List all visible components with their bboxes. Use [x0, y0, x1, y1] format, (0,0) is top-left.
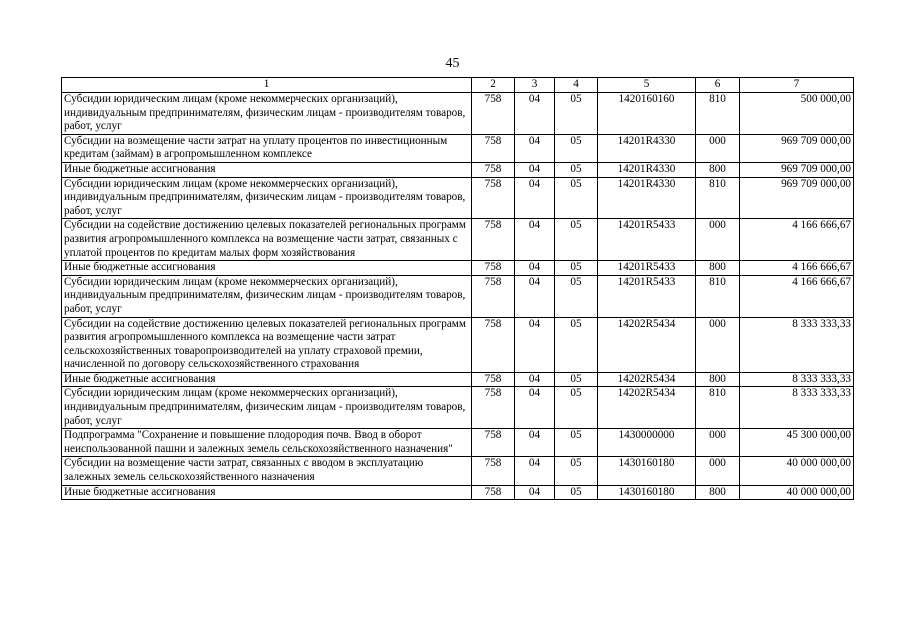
- row-subsection: 05: [555, 93, 598, 135]
- row-target-article: 1430000000: [598, 429, 696, 457]
- header-col-3: 3: [515, 78, 555, 93]
- row-amount: 8 333 333,33: [740, 317, 854, 372]
- row-name: Субсидии на возмещение части затрат, связанных с вводом в эксплуатацию залежных земель сельскохозяйственного назначения: [62, 457, 472, 485]
- row-subsection: 05: [555, 317, 598, 372]
- row-amount: 8 333 333,33: [740, 372, 854, 387]
- row-name: Субсидии юридическим лицам (кроме некоммерческих организаций), индивидуальным предпринимателям, физическим лицам - производителям товаров, работ, услуг: [62, 387, 472, 429]
- row-amount: 40 000 000,00: [740, 485, 854, 500]
- table-row: [62, 134, 854, 162]
- row-target-article: 1420160160: [598, 93, 696, 135]
- table-body: [62, 93, 854, 500]
- row-expense-type: 810: [696, 93, 740, 135]
- table-row: [62, 429, 854, 457]
- row-admin-code: 758: [472, 387, 515, 429]
- header-col-7: 7: [740, 78, 854, 93]
- row-expense-type: 000: [696, 134, 740, 162]
- table-row: [62, 275, 854, 317]
- header-col-4: 4: [555, 78, 598, 93]
- row-expense-type: 810: [696, 387, 740, 429]
- row-name: Субсидии на содействие достижению целевых показателей региональных программ развития агропромышленного комплекса на возмещение части затрат сельскохозяйственных товаропроизводителей на уплату страховой премии, начисленной по договору сельскохозяйственного страхования: [62, 317, 472, 372]
- header-row: [62, 78, 854, 93]
- row-expense-type: 000: [696, 317, 740, 372]
- row-amount: 4 166 666,67: [740, 261, 854, 276]
- row-amount: 969 709 000,00: [740, 134, 854, 162]
- row-section: 04: [515, 134, 555, 162]
- row-admin-code: 758: [472, 275, 515, 317]
- row-amount: 4 166 666,67: [740, 275, 854, 317]
- header-col-1: 1: [62, 78, 472, 93]
- row-amount: 4 166 666,67: [740, 219, 854, 261]
- row-amount: 969 709 000,00: [740, 162, 854, 177]
- row-admin-code: 758: [472, 177, 515, 219]
- row-target-article: 14201R4330: [598, 134, 696, 162]
- row-target-article: 14202R5434: [598, 387, 696, 429]
- table-row: [62, 177, 854, 219]
- row-subsection: 05: [555, 261, 598, 276]
- row-admin-code: 758: [472, 219, 515, 261]
- row-name: Субсидии на содействие достижению целевых показателей региональных программ развития агропромышленного комплекса на возмещение части затрат, связанных с уплатой процентов по кредитам малых форм хозяйствования: [62, 219, 472, 261]
- row-name: Иные бюджетные ассигнования: [62, 485, 472, 500]
- row-target-article: 14201R5433: [598, 275, 696, 317]
- row-section: 04: [515, 261, 555, 276]
- row-expense-type: 000: [696, 457, 740, 485]
- table-row: [62, 317, 854, 372]
- row-amount: 40 000 000,00: [740, 457, 854, 485]
- row-section: 04: [515, 372, 555, 387]
- table-row: [62, 372, 854, 387]
- row-admin-code: 758: [472, 134, 515, 162]
- row-expense-type: 810: [696, 177, 740, 219]
- row-subsection: 05: [555, 275, 598, 317]
- row-expense-type: 800: [696, 372, 740, 387]
- row-name: Иные бюджетные ассигнования: [62, 162, 472, 177]
- row-target-article: 14201R4330: [598, 162, 696, 177]
- row-amount: 45 300 000,00: [740, 429, 854, 457]
- row-expense-type: 000: [696, 429, 740, 457]
- row-admin-code: 758: [472, 162, 515, 177]
- row-subsection: 05: [555, 457, 598, 485]
- row-target-article: 1430160180: [598, 457, 696, 485]
- row-expense-type: 800: [696, 261, 740, 276]
- table-row: [62, 457, 854, 485]
- row-target-article: 14202R5434: [598, 317, 696, 372]
- row-name: Субсидии на возмещение части затрат на уплату процентов по инвестиционным кредитам (займам) в агропромышленном комплексе: [62, 134, 472, 162]
- row-subsection: 05: [555, 372, 598, 387]
- row-amount: 969 709 000,00: [740, 177, 854, 219]
- row-expense-type: 800: [696, 485, 740, 500]
- row-subsection: 05: [555, 485, 598, 500]
- row-admin-code: 758: [472, 261, 515, 276]
- row-admin-code: 758: [472, 429, 515, 457]
- row-section: 04: [515, 387, 555, 429]
- row-name: Субсидии юридическим лицам (кроме некоммерческих организаций), индивидуальным предпринимателям, физическим лицам - производителям товаров, работ, услуг: [62, 275, 472, 317]
- row-subsection: 05: [555, 387, 598, 429]
- row-target-article: 14201R5433: [598, 219, 696, 261]
- row-admin-code: 758: [472, 485, 515, 500]
- row-section: 04: [515, 429, 555, 457]
- row-subsection: 05: [555, 429, 598, 457]
- row-expense-type: 800: [696, 162, 740, 177]
- table-row: [62, 219, 854, 261]
- row-subsection: 05: [555, 177, 598, 219]
- row-subsection: 05: [555, 219, 598, 261]
- row-admin-code: 758: [472, 457, 515, 485]
- table-row: [62, 93, 854, 135]
- row-name: Подпрограмма "Сохранение и повышение плодородия почв. Ввод в оборот неиспользованной пашни и залежных земель сельскохозяйственного назначения": [62, 429, 472, 457]
- header-col-2: 2: [472, 78, 515, 93]
- table-row: [62, 162, 854, 177]
- row-target-article: 14201R4330: [598, 177, 696, 219]
- row-name: Субсидии юридическим лицам (кроме некоммерческих организаций), индивидуальным предпринимателям, физическим лицам - производителям товаров, работ, услуг: [62, 93, 472, 135]
- row-target-article: 14202R5434: [598, 372, 696, 387]
- row-section: 04: [515, 162, 555, 177]
- row-target-article: 1430160180: [598, 485, 696, 500]
- row-subsection: 05: [555, 134, 598, 162]
- table-row: [62, 261, 854, 276]
- header-col-5: 5: [598, 78, 696, 93]
- header-col-6: 6: [696, 78, 740, 93]
- row-amount: 500 000,00: [740, 93, 854, 135]
- row-admin-code: 758: [472, 93, 515, 135]
- row-expense-type: 810: [696, 275, 740, 317]
- row-admin-code: 758: [472, 372, 515, 387]
- row-section: 04: [515, 275, 555, 317]
- row-expense-type: 000: [696, 219, 740, 261]
- page-number: 45: [445, 56, 460, 71]
- row-name: Субсидии юридическим лицам (кроме некоммерческих организаций), индивидуальным предпринимателям, физическим лицам - производителям товаров, работ, услуг: [62, 177, 472, 219]
- row-section: 04: [515, 93, 555, 135]
- row-section: 04: [515, 317, 555, 372]
- table-row: [62, 387, 854, 429]
- table-row: [62, 485, 854, 500]
- budget-table: [61, 77, 854, 500]
- row-section: 04: [515, 219, 555, 261]
- row-target-article: 14201R5433: [598, 261, 696, 276]
- row-section: 04: [515, 177, 555, 219]
- row-amount: 8 333 333,33: [740, 387, 854, 429]
- row-name: Иные бюджетные ассигнования: [62, 372, 472, 387]
- row-section: 04: [515, 457, 555, 485]
- row-name: Иные бюджетные ассигнования: [62, 261, 472, 276]
- row-section: 04: [515, 485, 555, 500]
- row-admin-code: 758: [472, 317, 515, 372]
- row-subsection: 05: [555, 162, 598, 177]
